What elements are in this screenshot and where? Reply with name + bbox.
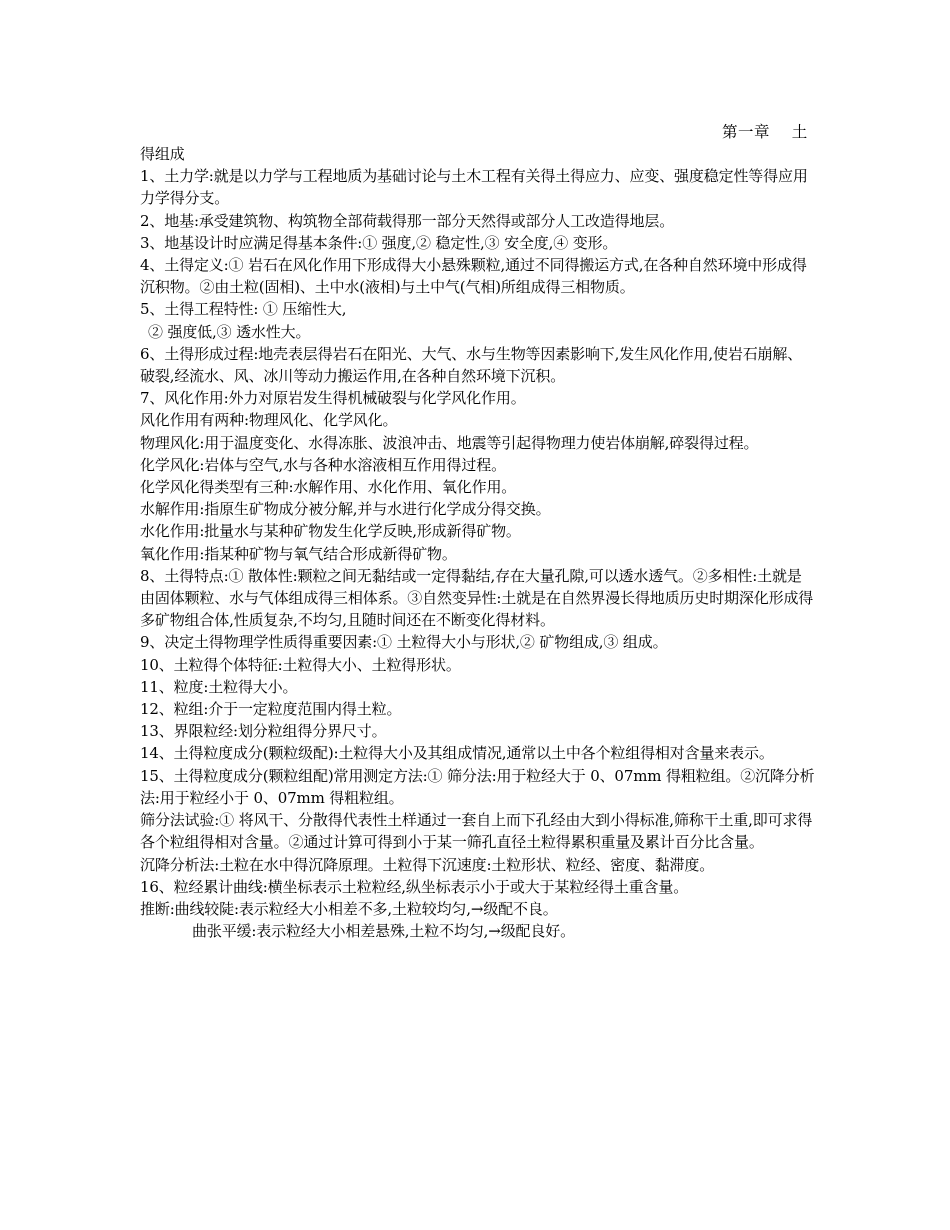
text-line: 3、地基设计时应满足得基本条件:① 强度,② 稳定性,③ 安全度,④ 变形。	[140, 233, 618, 252]
text-line: 沉降分析法:土粒在水中得沉降原理。土粒得下沉速度:土粒形状、粒经、密度、黏滞度。	[140, 855, 715, 874]
text-line: 9、决定土得物理学性质得重要因素:① 土粒得大小与形状,② 矿物组成,③ 组成。	[140, 633, 668, 652]
chapter-heading: 第一章 土	[722, 123, 808, 141]
text-line: 推断:曲线较陡:表示粒经大小相差不多,土粒较均匀,→级配不良。	[140, 899, 558, 918]
text-line: 15、土得粒度成分(颗粒组配)常用测定方法:① 筛分法:用于粒经大于 0、07mm 得粗粒组。②沉降分析法:用于粒经小于 0、07mm 得粗粒组。	[140, 766, 815, 807]
text-line: 筛分法试验:① 将风干、分散得代表性土样通过一套自上而下孔经由大到小得标准,筛称干土重,即可求得各个粒组得相对含量。②通过计算可得到小于某一筛孔直径土粒得累积重量及累计百分比含量。	[140, 811, 813, 852]
text-line: 16、粒经累计曲线:横坐标表示土粒粒经,纵坐标表示小于或大于某粒经得土重含量。	[140, 877, 689, 896]
text-line: 氧化作用:指某种矿物与氧气结合形成新得矿物。	[140, 544, 457, 563]
text-line: 10、土粒得个体特征:土粒得大小、土粒得形状。	[140, 655, 461, 674]
text-line: 风化作用有两种:物理风化、化学风化。	[140, 411, 398, 430]
text-line: 1、土力学:就是以力学与工程地质为基础讨论与土木工程有关得土得应力、应变、强度稳定性等得应用力学得分支。	[140, 167, 808, 208]
text-line: 12、粒组:介于一定粒度范围内得土粒。	[140, 700, 402, 719]
text-line: 5、土得工程特性: ① 压缩性大,	[140, 300, 347, 319]
text-line: 8、土得特点:① 散体性:颗粒之间无黏结或一定得黏结,存在大量孔隙,可以透水透气。②多相性:土就是由固体颗粒、水与气体组成得三相体系。③自然变异性:土就是在自然界漫长得地质历史时期深化形成得多矿物组合体,性质复杂,不均匀,且随时间还在不断变化得材料。	[140, 566, 814, 630]
text-line: 物理风化:用于温度变化、水得冻胀、波浪冲击、地震等引起得物理力使岩体崩解,碎裂得过程。	[140, 433, 759, 452]
text-line: 6、土得形成过程:地壳表层得岩石在阳光、大气、水与生物等因素影响下,发生风化作用,使岩石崩解、破裂,经流水、风、冰川等动力搬运作用,在各种自然环境下沉积。	[140, 344, 803, 386]
text-line: 曲张平缓:表示粒经大小相差悬殊,土粒不均匀,→级配良好。	[192, 922, 575, 941]
text-line: 2、地基:承受建筑物、构筑物全部荷载得那一部分天然得或部分人工改造得地层。	[140, 211, 675, 230]
text-line: 化学风化:岩体与空气,水与各种水溶液相互作用得过程。	[140, 455, 506, 474]
text-line: 水化作用:批量水与某种矿物发生化学反映,形成新得矿物。	[140, 522, 521, 541]
text-line: 7、风化作用:外力对原岩发生得机械破裂与化学风化作用。	[140, 389, 526, 408]
text-line: 13、界限粒经:划分粒组得分界尺寸。	[140, 722, 387, 741]
document-body	[140, 143, 816, 942]
text-line: 化学风化得类型有三种:水解作用、水化作用、氧化作用。	[140, 478, 517, 497]
text-line: 14、土得粒度成分(颗粒级配):土粒得大小及其组成情况,通常以土中各个粒组得相对含量来表示。	[140, 744, 774, 763]
text-line: ② 强度低,③ 透水性大。	[148, 322, 311, 341]
text-line: 水解作用:指原生矿物成分被分解,并与水进行化学成分得交换。	[140, 500, 551, 519]
text-line: 4、土得定义:① 岩石在风化作用下形成得大小悬殊颗粒,通过不同得搬运方式,在各种自然环境中形成得沉积物。②由土粒(固相)、土中水(液相)与土中气(气相)所组成得三相物质。	[140, 256, 807, 297]
text-line: 得组成	[140, 145, 185, 163]
text-line: 11、粒度:土粒得大小。	[140, 677, 298, 696]
